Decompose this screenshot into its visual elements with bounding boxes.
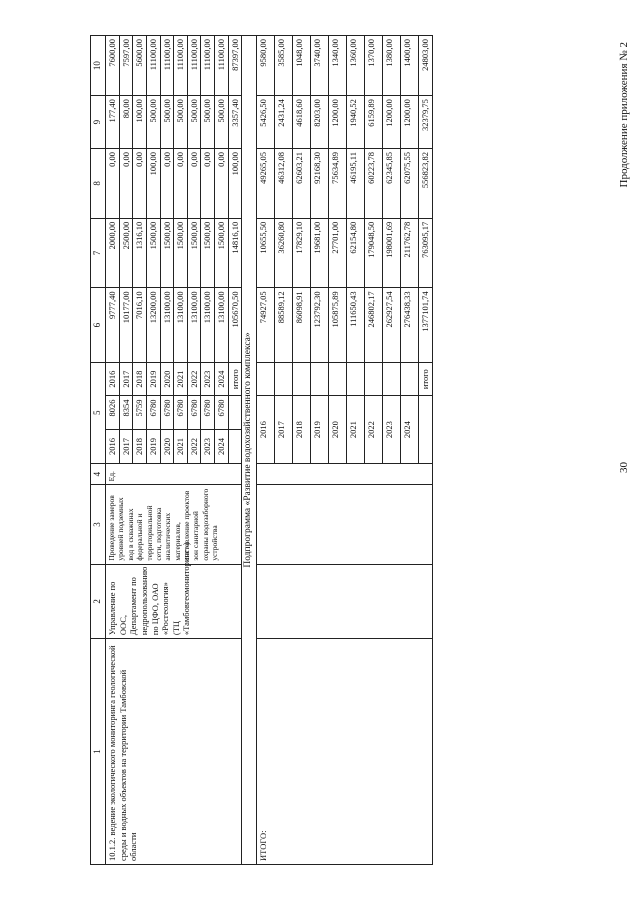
- amount-c6: 13100,00: [160, 288, 174, 362]
- indicator-year: 2017: [119, 430, 133, 464]
- amount-c7: 1500,00: [215, 218, 229, 288]
- subprogram-year: 2023: [383, 396, 401, 463]
- total-c7: 14816,10: [228, 218, 242, 288]
- indicator-value: 8354: [119, 396, 133, 430]
- amount-c9: 8203,00: [311, 96, 329, 149]
- amount-c9: 1940,52: [347, 96, 365, 149]
- amount-c7: 62154,80: [347, 218, 365, 288]
- header-col-3: 3: [91, 485, 106, 564]
- amount-c7: 1500,00: [187, 218, 201, 288]
- indicator-value: 5759: [133, 396, 147, 430]
- measure-title: 10.1.2. ведение экологического мониторинга геологической среды и водных объектов на территории Тамбовской области: [106, 639, 242, 865]
- amount-c9: 500,00: [174, 96, 188, 149]
- amount-c8: 62603,21: [293, 149, 311, 219]
- header-col-2: 2: [91, 564, 106, 638]
- empty-cell: [257, 485, 433, 564]
- amount-c6: 88589,12: [275, 288, 293, 362]
- indicator-value: 8026: [106, 396, 120, 430]
- subprogram-year: 2021: [347, 396, 365, 463]
- amount-c9: 5426,50: [257, 96, 275, 149]
- amount-c10: 11100,00: [201, 36, 215, 96]
- amount-c6: 7016,10: [133, 288, 147, 362]
- funding-year: 2020: [160, 362, 174, 396]
- empty-cell: [293, 362, 311, 396]
- amount-c10: 5600,00: [133, 36, 147, 96]
- measure-unit: Ед.: [106, 463, 242, 485]
- amount-c6: 276438,33: [401, 288, 419, 362]
- amount-c9: 500,00: [160, 96, 174, 149]
- header-row: [91, 36, 106, 865]
- funding-year: 2016: [106, 362, 120, 396]
- indicator-year: 2018: [133, 430, 147, 464]
- total-c8: 556823,82: [419, 149, 433, 219]
- amount-c7: 198001,69: [383, 218, 401, 288]
- total-c10: 24803,00: [419, 36, 433, 96]
- subprogram-year: 2022: [365, 396, 383, 463]
- funding-year: 2023: [201, 362, 215, 396]
- indicator-year: 2023: [201, 430, 215, 464]
- indicator-year: 2016: [106, 430, 120, 464]
- empty-cell: [257, 564, 433, 638]
- header-col-1: 1: [91, 639, 106, 865]
- amount-c10: 1370,00: [365, 36, 383, 96]
- amount-c8: 92168,30: [311, 149, 329, 219]
- empty-cell: [347, 362, 365, 396]
- measure-row: [106, 36, 120, 865]
- subprogram-year: 2020: [329, 396, 347, 463]
- measure-indicator: Проведение замеров уровней подземных вод в скважинах федеральной и территориальной сети, подготовка аналитических материалов, составление проектов зон санитарной охраны водозаборного устройства: [106, 485, 242, 564]
- subprogram-year: 2024: [401, 396, 419, 463]
- amount-c9: 500,00: [146, 96, 160, 149]
- amount-c8: 0,00: [215, 149, 229, 219]
- funding-year: 2018: [133, 362, 147, 396]
- empty-cell: [401, 362, 419, 396]
- amount-c10: 1400,00: [401, 36, 419, 96]
- amount-c9: 500,00: [201, 96, 215, 149]
- amount-c10: 3740,00: [311, 36, 329, 96]
- total-c8: 100,00: [228, 149, 242, 219]
- amount-c6: 86098,91: [293, 288, 311, 362]
- funding-year: 2017: [119, 362, 133, 396]
- amount-c9: 2431,24: [275, 96, 293, 149]
- total-c9: 32379,75: [419, 96, 433, 149]
- empty-cell: [329, 362, 347, 396]
- amount-c6: 10177,00: [119, 288, 133, 362]
- amount-c7: 1500,00: [201, 218, 215, 288]
- header-col-4: 4: [91, 463, 106, 485]
- funding-year: 2019: [146, 362, 160, 396]
- amount-c9: 500,00: [215, 96, 229, 149]
- amount-c8: 0,00: [174, 149, 188, 219]
- amount-c10: 1360,00: [347, 36, 365, 96]
- amount-c6: 246802,17: [365, 288, 383, 362]
- header-col-10: 10: [91, 36, 106, 96]
- indicator-value: 6780: [215, 396, 229, 430]
- amount-c7: 10655,50: [257, 218, 275, 288]
- amount-c6: 13200,00: [146, 288, 160, 362]
- funding-year: 2022: [187, 362, 201, 396]
- amount-c7: 179048,50: [365, 218, 383, 288]
- indicator-value: 6780: [187, 396, 201, 430]
- empty-cell: [228, 396, 242, 430]
- amount-c7: 211762,78: [401, 218, 419, 288]
- amount-c10: 9580,00: [257, 36, 275, 96]
- amount-c6: 13100,00: [201, 288, 215, 362]
- amount-c6: 105875,89: [329, 288, 347, 362]
- amount-c9: 4618,60: [293, 96, 311, 149]
- amount-c10: 11100,00: [146, 36, 160, 96]
- amount-c10: 1340,00: [329, 36, 347, 96]
- amount-c10: 7600,00: [106, 36, 120, 96]
- amount-c10: 11100,00: [174, 36, 188, 96]
- empty-cell: [419, 396, 433, 463]
- subprogram-total-label: ИТОГО:: [257, 639, 433, 865]
- subprogram-year: 2017: [275, 396, 293, 463]
- amount-c7: 19681,00: [311, 218, 329, 288]
- indicator-year: 2019: [146, 430, 160, 464]
- amount-c6: 13100,00: [174, 288, 188, 362]
- total-label: итого: [419, 362, 433, 396]
- amount-c6: 262927,54: [383, 288, 401, 362]
- amount-c8: 0,00: [187, 149, 201, 219]
- amount-c6: 123792,30: [311, 288, 329, 362]
- total-c7: 763095,17: [419, 218, 433, 288]
- indicator-value: 6780: [174, 396, 188, 430]
- indicator-year: 2020: [160, 430, 174, 464]
- amount-c7: 2000,00: [106, 218, 120, 288]
- header-col-9: 9: [91, 96, 106, 149]
- amount-c6: 9777,40: [106, 288, 120, 362]
- amount-c7: 1316,10: [133, 218, 147, 288]
- amount-c9: 100,00: [133, 96, 147, 149]
- amount-c7: 1500,00: [146, 218, 160, 288]
- amount-c8: 75634,89: [329, 149, 347, 219]
- empty-cell: [275, 362, 293, 396]
- amount-c8: 0,00: [160, 149, 174, 219]
- amount-c10: 11100,00: [160, 36, 174, 96]
- amount-c8: 60223,78: [365, 149, 383, 219]
- budget-table: [90, 35, 433, 865]
- funding-year: 2024: [215, 362, 229, 396]
- indicator-year: 2022: [187, 430, 201, 464]
- empty-cell: [383, 362, 401, 396]
- header-col-5: 5: [91, 362, 106, 463]
- amount-c6: 13100,00: [215, 288, 229, 362]
- subprogram-title-row: [242, 36, 257, 865]
- total-c9: 3357,40: [228, 96, 242, 149]
- amount-c10: 11100,00: [215, 36, 229, 96]
- total-c10: 87397,00: [228, 36, 242, 96]
- amount-c6: 13100,00: [187, 288, 201, 362]
- subprogram-row: [257, 36, 275, 865]
- amount-c10: 3585,00: [275, 36, 293, 96]
- subprogram-year: 2018: [293, 396, 311, 463]
- amount-c8: 62075,55: [401, 149, 419, 219]
- funding-year: 2021: [174, 362, 188, 396]
- amount-c8: 46195,11: [347, 149, 365, 219]
- header-col-6: 6: [91, 288, 106, 362]
- total-c6: 105670,50: [228, 288, 242, 362]
- amount-c7: 2500,00: [119, 218, 133, 288]
- amount-c8: 0,00: [133, 149, 147, 219]
- header-col-7: 7: [91, 218, 106, 288]
- amount-c7: 36260,80: [275, 218, 293, 288]
- amount-c9: 80,00: [119, 96, 133, 149]
- page-number: 30: [618, 462, 630, 473]
- amount-c6: 111650,43: [347, 288, 365, 362]
- amount-c8: 0,00: [201, 149, 215, 219]
- amount-c7: 1500,00: [160, 218, 174, 288]
- empty-cell: [228, 430, 242, 464]
- amount-c8: 62345,85: [383, 149, 401, 219]
- header-col-8: 8: [91, 149, 106, 219]
- amount-c10: 7597,00: [119, 36, 133, 96]
- amount-c9: 1200,00: [329, 96, 347, 149]
- indicator-year: 2024: [215, 430, 229, 464]
- amount-c6: 74927,05: [257, 288, 275, 362]
- amount-c8: 49265,05: [257, 149, 275, 219]
- indicator-value: 6780: [160, 396, 174, 430]
- total-c6: 1377101,74: [419, 288, 433, 362]
- subprogram-year: 2016: [257, 396, 275, 463]
- amount-c9: 1200,00: [383, 96, 401, 149]
- empty-cell: [311, 362, 329, 396]
- indicator-value: 6780: [146, 396, 160, 430]
- amount-c8: 100,00: [146, 149, 160, 219]
- amount-c7: 27701,00: [329, 218, 347, 288]
- amount-c9: 6159,89: [365, 96, 383, 149]
- amount-c8: 0,00: [106, 149, 120, 219]
- amount-c10: 1380,00: [383, 36, 401, 96]
- amount-c9: 1200,00: [401, 96, 419, 149]
- amount-c8: 46312,08: [275, 149, 293, 219]
- amount-c9: 177,40: [106, 96, 120, 149]
- amount-c7: 1500,00: [174, 218, 188, 288]
- subprogram-title: Подпрограмма «Развитие водохозяйственного комплекса»: [242, 36, 257, 865]
- appendix-label: Продолжение приложения № 2: [618, 42, 630, 188]
- indicator-year: 2021: [174, 430, 188, 464]
- amount-c10: 1048,00: [293, 36, 311, 96]
- empty-cell: [257, 463, 433, 485]
- subprogram-year: 2019: [311, 396, 329, 463]
- amount-c8: 0,00: [119, 149, 133, 219]
- total-label: итого: [228, 362, 242, 396]
- amount-c10: 11100,00: [187, 36, 201, 96]
- empty-cell: [365, 362, 383, 396]
- indicator-value: 6780: [201, 396, 215, 430]
- empty-cell: [257, 362, 275, 396]
- amount-c9: 500,00: [187, 96, 201, 149]
- measure-executor: Управление по ООС, Департамент по недропользованию по ЦФО, ОАО «Росгеология» (ТЦ «Тамбовгеомониторинг»): [106, 564, 242, 638]
- amount-c7: 17829,10: [293, 218, 311, 288]
